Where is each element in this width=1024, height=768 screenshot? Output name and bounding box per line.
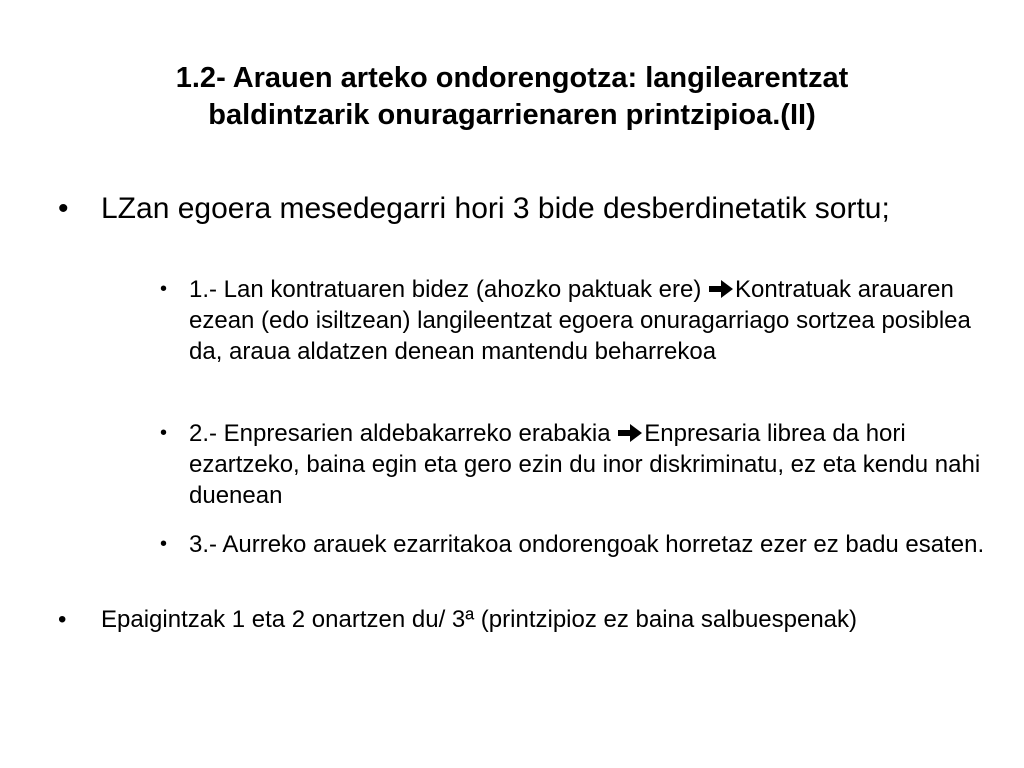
sub-bullet-2-text — [189, 418, 1000, 511]
sub-bullet-1-text — [189, 274, 1000, 367]
sub-bullet-dot: • — [160, 533, 168, 555]
sub-bullet-1-rest: Kontratuak arauaren ezean (edo isiltzean) langileentzat egoera onuragarriago sortzea posiblea da, araua aldatzen denean mantendu beharrekoa — [189, 276, 971, 365]
sub-bullet-3-text: 3.- Aurreko arauek ezarritakoa ondorengoak horretaz ezer ez badu esaten. — [189, 531, 985, 558]
bullet-1-text: LZan egoera mesedegarri hori 3 bide desberdinetatik sortu; — [101, 192, 890, 225]
sub-bullet-1 — [160, 274, 1000, 367]
right-arrow-icon — [708, 279, 734, 299]
sub-bullet-1-lead: 1.- Lan kontratuaren bidez (ahozko paktuak ere) — [189, 276, 708, 303]
slide-title — [60, 60, 964, 134]
sub-bullet-3 — [160, 529, 1000, 560]
sub-bullet-dot: • — [160, 278, 168, 300]
right-arrow-icon — [617, 423, 643, 443]
bullet-dot: • — [58, 192, 69, 225]
sub-bullet-2-rest: Enpresaria librea da hori ezartzeko, baina egin eta gero ezin du inor diskriminatu, ez eta kendu nahi duenean — [189, 420, 981, 509]
sub-bullet-2-lead: 2.- Enpresarien aldebakarreko erabakia — [189, 420, 618, 447]
bullet-2 — [58, 604, 958, 635]
sub-bullet-2 — [160, 418, 1000, 511]
bullet-2-text: Epaigintzak 1 eta 2 onartzen du/ 3ª (printzipioz ez baina salbuespenak) — [101, 606, 858, 633]
bullet-1 — [58, 190, 958, 227]
sub-bullet-dot: • — [160, 422, 168, 444]
slide-title-line-2: baldintzarik onuragarrienaren printzipioa.(II) — [208, 99, 816, 131]
bullet-dot: • — [58, 606, 67, 633]
slide-title-line-1: 1.2- Arauen arteko ondorengotza: langilearentzat — [175, 62, 849, 94]
